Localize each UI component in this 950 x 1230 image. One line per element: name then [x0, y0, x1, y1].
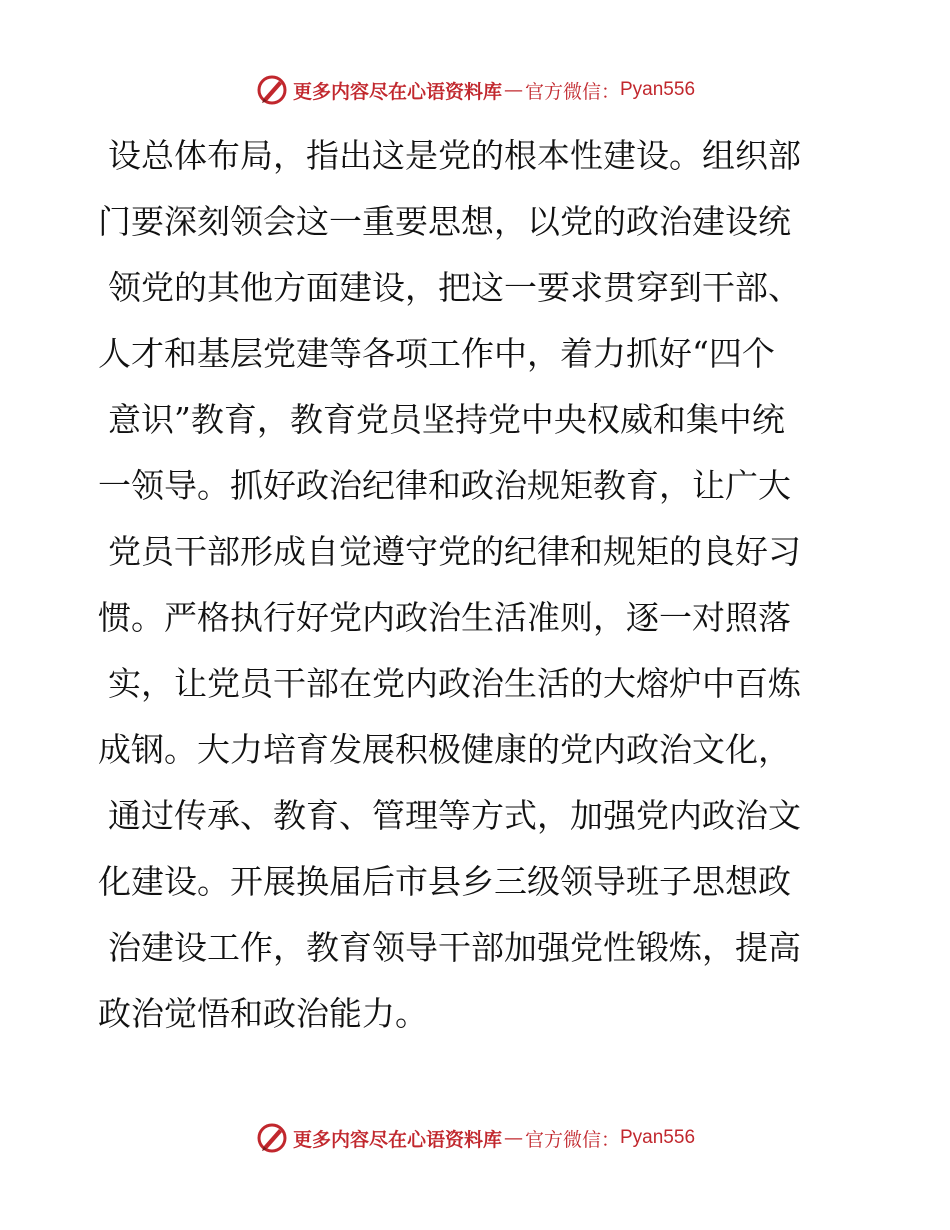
body-line: 意识”教育，教育党员坚持党中央权威和集中统	[108, 400, 785, 439]
banner-dash: —	[503, 79, 523, 101]
body-line: 门要深刻领会这一重要思想，以党的政治建设统	[98, 202, 791, 241]
banner-main-text: 更多内容尽在心语资料库	[292, 1128, 502, 1151]
banner-wechat-id: Pyan556	[620, 79, 696, 100]
header-watermark-banner	[0, 70, 950, 110]
body-line: 化建设。开展换届后市县乡三级领导班子思想政	[98, 862, 791, 901]
banner-dash: —	[503, 1127, 523, 1149]
body-line: 成钢。大力培育发展积极健康的党内政治文化，	[98, 730, 791, 769]
body-line: 通过传承、教育、管理等方式，加强党内政治文	[108, 796, 801, 835]
body-line: 治建设工作，教育领导干部加强党性锻炼，提高	[108, 928, 801, 967]
body-line: 党员干部形成自觉遵守党的纪律和规矩的良好习	[108, 532, 801, 571]
pen-logo-icon	[255, 73, 289, 107]
body-line: 实，让党员干部在党内政治生活的大熔炉中百炼	[108, 664, 801, 703]
banner-main-text: 更多内容尽在心语资料库	[292, 80, 502, 103]
body-line: 人才和基层党建等各项工作中，着力抓好“四个	[98, 334, 775, 373]
banner-wechat-id: Pyan556	[620, 1127, 696, 1148]
footer-watermark-banner	[0, 1118, 950, 1158]
body-line: 惯。严格执行好党内政治生活准则，逐一对照落	[98, 598, 791, 637]
body-line: 政治觉悟和政治能力。	[98, 994, 428, 1033]
document-body	[98, 123, 838, 1047]
pen-logo-icon	[255, 1121, 289, 1155]
body-line: 设总体布局，指出这是党的根本性建设。组织部	[108, 136, 801, 175]
banner-wechat-label: 官方微信：	[524, 80, 620, 103]
body-line: 领党的其他方面建设，把这一要求贯穿到干部、	[108, 268, 801, 307]
banner-wechat-label: 官方微信：	[524, 1128, 620, 1151]
body-line: 一领导。抓好政治纪律和政治规矩教育，让广大	[98, 466, 791, 505]
